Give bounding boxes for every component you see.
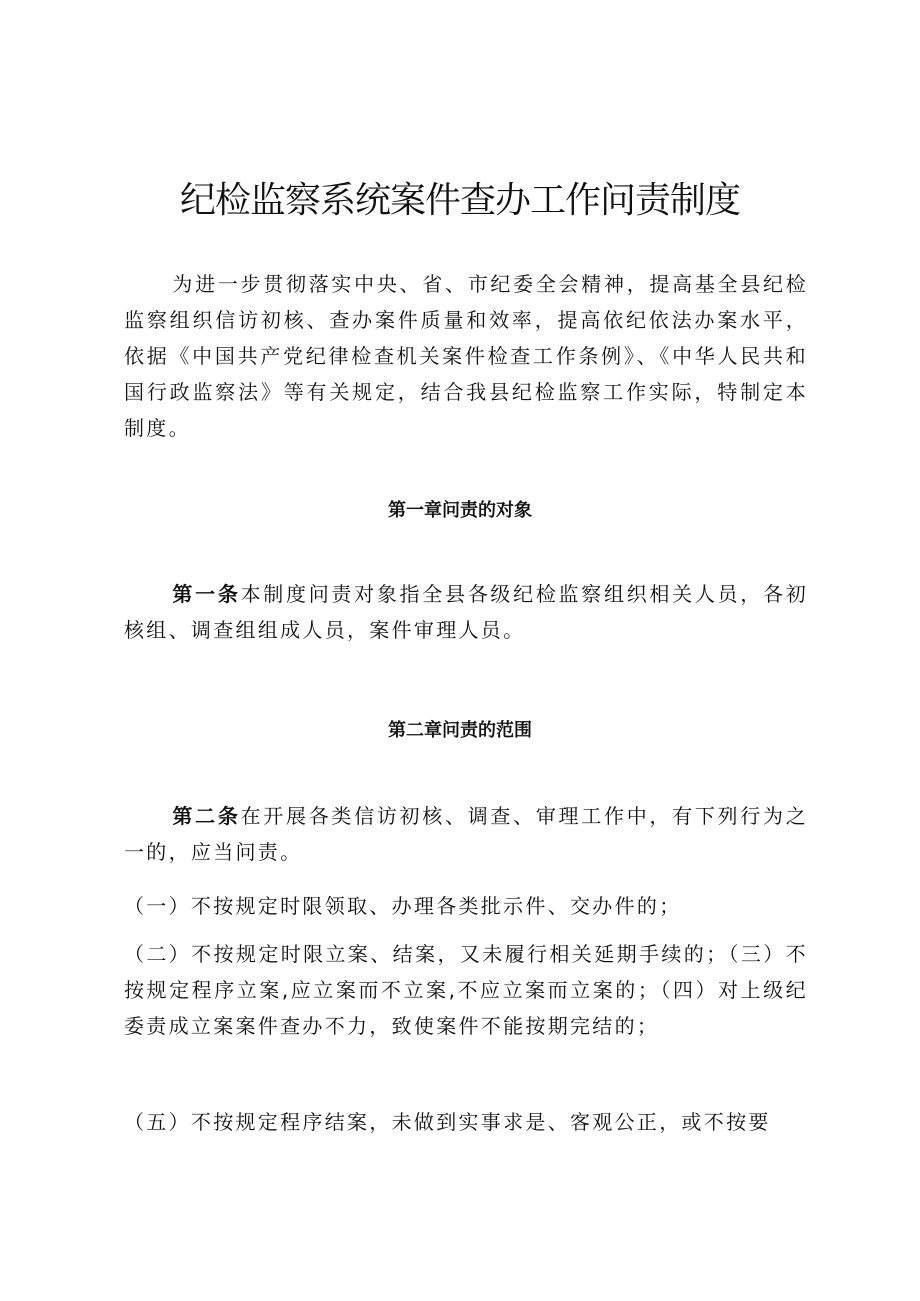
article-2-paragraph [124, 798, 808, 870]
preamble-paragraph [124, 266, 808, 446]
article-1-label: 第一条 [172, 582, 241, 606]
list-item-2-4-text: （二）不按规定时限立案、结案，又未履行相关延期手续的；（三）不按规定程序立案,应立案而不立案,不应立案而立案的；（四）对上级纪委责成立案案件查办不力，致使案件不能按期完结的； [124, 942, 808, 1038]
list-item-1 [124, 888, 808, 924]
article-2-text: 在开展各类信访初核、调查、审理工作中，有下列行为之一的，应当问责。 [124, 804, 808, 864]
list-item-5-text: （五）不按规定程序结案，未做到实事求是、客观公正，或不按要 [124, 1110, 771, 1134]
chapter-1-heading: 第一章问责的对象 [388, 500, 532, 521]
chapter-2-heading: 第二章问责的范围 [388, 720, 532, 741]
preamble-text: 为进一步贯彻落实中央、省、市纪委全会精神，提高基全县纪检监察组织信访初核、查办案件质量和效率，提高依纪依法办案水平，依据《中国共产党纪律检查机关案件检查工作条例》、《中华人民共和国行政监察法》等有关规定，结合我县纪检监察工作实际，特制定本制度。 [124, 272, 808, 440]
document-title: 纪检监察系统案件查办工作问责制度 [179, 180, 740, 221]
article-1-text: 本制度问责对象指全县各级纪检监察组织相关人员，各初核组、调查组组成人员，案件审理人员。 [124, 582, 808, 642]
article-2-label: 第二条 [172, 804, 241, 828]
list-item-1-text: （一）不按规定时限领取、办理各类批示件、交办件的； [124, 894, 682, 918]
list-item-5 [124, 1104, 808, 1140]
article-1-paragraph [124, 576, 808, 648]
list-item-2-4 [124, 936, 808, 1044]
